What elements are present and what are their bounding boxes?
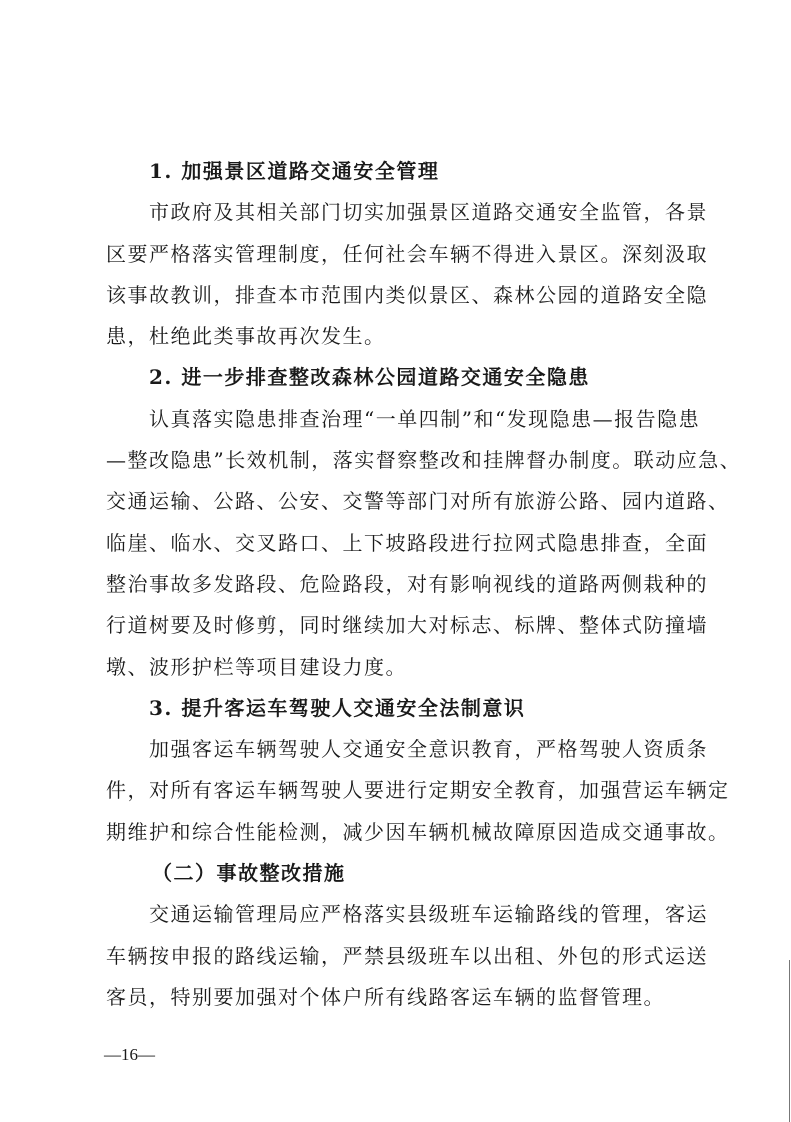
paragraph-line: 患，杜绝此类事故再次发生。 xyxy=(106,324,386,349)
section-heading: 3. 提升客运车驾驶人交通安全法制意识 xyxy=(149,695,526,720)
section-heading: 1. 加强景区道路交通安全管理 xyxy=(149,159,440,183)
section-heading: （二）事故整改措施 xyxy=(152,861,346,886)
paragraph-line: 区要严格落实管理制度，任何社会车辆不得进入景区。深刻汲取 xyxy=(106,241,708,266)
paragraph-line: 该事故教训，排查本市范围内类似景区、森林公园的道路安全隐 xyxy=(106,282,708,307)
page-number: —16— xyxy=(104,1045,155,1064)
paragraph-line: 交通运输、公路、公安、交警等部门对所有旅游公路、园内道路、 xyxy=(106,489,730,514)
paragraph-line: 整治事故多发路段、危险路段，对有影响视线的道路两侧栽种的 xyxy=(106,571,708,596)
paragraph-line: 交通运输管理局应严格落实县级班车运输路线的管理，客运 xyxy=(149,902,708,927)
paragraph-line: 认真落实隐患排查治理“一单四制”和“发现隐患—报告隐患 xyxy=(149,406,701,431)
scan-edge-line xyxy=(789,960,790,1122)
paragraph-line: 行道树要及时修剪，同时继续加大对标志、标牌、整体式防撞墙 xyxy=(106,613,708,638)
document-body xyxy=(106,151,742,1018)
paragraph-line: —整改隐患”长效机制，落实督察整改和挂牌督办制度。联动应急、 xyxy=(106,448,742,473)
section-heading: 2. 进一步排查整改森林公园道路交通安全隐患 xyxy=(149,365,590,390)
paragraph-line: 墩、波形护栏等项目建设力度。 xyxy=(106,654,407,679)
paragraph-line: 临崖、临水、交叉路口、上下坡路段进行拉网式隐患排查，全面 xyxy=(106,530,708,555)
paragraph-line: 件，对所有客运车辆驾驶人要进行定期安全教育，加强营运车辆定 xyxy=(106,778,730,803)
paragraph-line: 加强客运车辆驾驶人交通安全意识教育，严格驾驶人资质条 xyxy=(149,737,708,762)
paragraph-line: 车辆按申报的路线运输，严禁县级班车以出租、外包的形式运送 xyxy=(106,943,708,968)
paragraph-line: 期维护和综合性能检测，减少因车辆机械故障原因造成交通事故。 xyxy=(106,819,730,844)
paragraph-line: 客员，特别要加强对个体户所有线路客运车辆的监督管理。 xyxy=(106,984,665,1009)
paragraph-line: 市政府及其相关部门切实加强景区道路交通安全监管，各景 xyxy=(149,200,708,225)
